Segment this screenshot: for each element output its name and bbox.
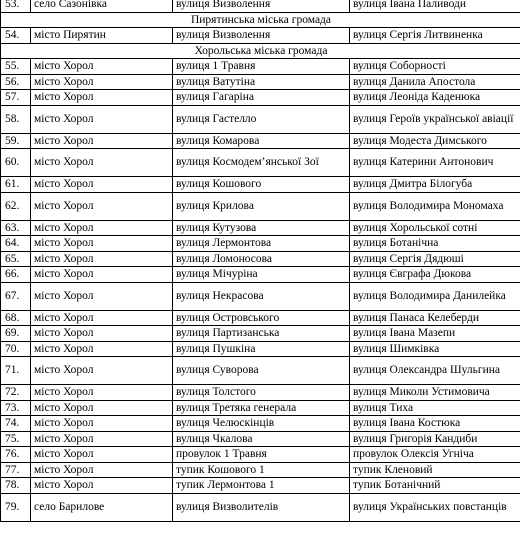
section-header-row (1, 43, 520, 59)
new-street-name-cell: вулиця Сергія Литвиненка (350, 28, 520, 44)
table-row (1, 416, 520, 432)
table-row (1, 149, 520, 177)
row-number: 59. (1, 133, 31, 149)
old-street-name-cell: тупик Кошового 1 (173, 462, 350, 478)
table-row (1, 326, 520, 342)
row-number: 62. (1, 192, 31, 220)
table-row (1, 28, 520, 44)
new-street-name-cell: тупик Кленовий (350, 462, 520, 478)
row-number: 58. (1, 105, 31, 133)
settlement-cell: місто Хорол (31, 478, 173, 494)
row-number: 69. (1, 326, 31, 342)
row-number: 79. (1, 493, 31, 521)
new-street-name-cell: вулиця Леоніда Каденюка (350, 90, 520, 106)
old-street-name-cell: вулиця Некрасова (173, 282, 350, 310)
old-street-name-cell: вулиця Визволення (173, 0, 350, 12)
section-title: Пирятинська міська громада (1, 12, 520, 28)
row-number: 68. (1, 310, 31, 326)
row-number: 73. (1, 400, 31, 416)
old-street-name-cell: тупик Лермонтова 1 (173, 478, 350, 494)
new-street-name-cell: вулиця Івана Костюка (350, 416, 520, 432)
table-row (1, 74, 520, 90)
new-street-name-cell: вулиця Катерини Антонович (350, 149, 520, 177)
settlement-cell: місто Хорол (31, 236, 173, 252)
row-number: 56. (1, 74, 31, 90)
settlement-cell: місто Хорол (31, 282, 173, 310)
settlement-cell: місто Хорол (31, 220, 173, 236)
table-row (1, 251, 520, 267)
old-street-name-cell: вулиця Космодем’янської Зої (173, 149, 350, 177)
old-street-name-cell: вулиця Кутузова (173, 220, 350, 236)
row-number: 65. (1, 251, 31, 267)
new-street-name-cell: вулиця Володимира Данилейка (350, 282, 520, 310)
old-street-name-cell: вулиця Лермонтова (173, 236, 350, 252)
old-street-name-cell: вулиця Гагаріна (173, 90, 350, 106)
old-street-name-cell: вулиця Комарова (173, 133, 350, 149)
section-header-row (1, 12, 520, 28)
settlement-cell: село Сазонівка (31, 0, 173, 12)
table-row (1, 105, 520, 133)
table-row (1, 267, 520, 283)
settlement-cell: місто Хорол (31, 267, 173, 283)
table-row (1, 90, 520, 106)
new-street-name-cell: вулиця Українських повстанців (350, 493, 520, 521)
old-street-name-cell: вулиця Крилова (173, 192, 350, 220)
new-street-name-cell: вулиця Модеста Димського (350, 133, 520, 149)
table-row (1, 177, 520, 193)
table-row (1, 59, 520, 75)
new-street-name-cell: вулиця Григорія Кандиби (350, 431, 520, 447)
new-street-name-cell: вулиця Івана Мазепи (350, 326, 520, 342)
settlement-cell: місто Хорол (31, 462, 173, 478)
row-number: 70. (1, 341, 31, 357)
table-row (1, 447, 520, 463)
settlement-cell: місто Хорол (31, 74, 173, 90)
old-street-name-cell: вулиця Чкалова (173, 431, 350, 447)
settlement-cell: місто Хорол (31, 90, 173, 106)
row-number: 54. (1, 28, 31, 44)
old-street-name-cell: вулиця Челюскінців (173, 416, 350, 432)
new-street-name-cell: вулиця Шимківка (350, 341, 520, 357)
old-street-name-cell: вулиця Партизанська (173, 326, 350, 342)
settlement-cell: місто Хорол (31, 357, 173, 385)
table-row (1, 478, 520, 494)
table-row (1, 462, 520, 478)
old-street-name-cell: вулиця Визволення (173, 28, 350, 44)
settlement-cell: місто Хорол (31, 385, 173, 401)
old-street-name-cell: вулиця Островського (173, 310, 350, 326)
table-row (1, 310, 520, 326)
settlement-cell: місто Хорол (31, 326, 173, 342)
row-number: 55. (1, 59, 31, 75)
settlement-cell: місто Хорол (31, 177, 173, 193)
row-number: 78. (1, 478, 31, 494)
old-street-name-cell: вулиця Визволителів (173, 493, 350, 521)
settlement-cell: місто Хорол (31, 400, 173, 416)
new-street-name-cell: вулиця Сергія Дядюші (350, 251, 520, 267)
row-number: 57. (1, 90, 31, 106)
table-row (1, 431, 520, 447)
section-title: Хорольська міська громада (1, 43, 520, 59)
old-street-name-cell: вулиця Гастелло (173, 105, 350, 133)
old-street-name-cell: вулиця Пушкіна (173, 341, 350, 357)
old-street-name-cell: вулиця Третяка генерала (173, 400, 350, 416)
old-street-name-cell: вулиця 1 Травня (173, 59, 350, 75)
new-street-name-cell: вулиця Ботанічна (350, 236, 520, 252)
table-row (1, 133, 520, 149)
settlement-cell: місто Хорол (31, 133, 173, 149)
table-row (1, 400, 520, 416)
new-street-name-cell: вулиця Данила Апостола (350, 74, 520, 90)
settlement-cell: місто Хорол (31, 149, 173, 177)
settlement-cell: місто Хорол (31, 105, 173, 133)
old-street-name-cell: вулиця Ломоносова (173, 251, 350, 267)
settlement-cell: місто Пирятин (31, 28, 173, 44)
new-street-name-cell: провулок Олексія Угнiча (350, 447, 520, 463)
row-number: 71. (1, 357, 31, 385)
new-street-name-cell: вулиця Героїв української авіації (350, 105, 520, 133)
table-row (1, 493, 520, 521)
new-street-name-cell: вулиця Миколи Устимовича (350, 385, 520, 401)
new-street-name-cell: вулиця Івана Паливоди (350, 0, 520, 12)
row-number: 75. (1, 431, 31, 447)
table-row (1, 192, 520, 220)
settlement-cell: місто Хорол (31, 251, 173, 267)
table-row (1, 236, 520, 252)
table-row (1, 357, 520, 385)
row-number: 60. (1, 149, 31, 177)
new-street-name-cell: тупик Ботанічний (350, 478, 520, 494)
old-street-name-cell: провулок 1 Травня (173, 447, 350, 463)
row-number: 53. (1, 0, 31, 12)
row-number: 67. (1, 282, 31, 310)
settlement-cell: місто Хорол (31, 416, 173, 432)
table-row (1, 385, 520, 401)
new-street-name-cell: вулиця Дмитра Білогуба (350, 177, 520, 193)
new-street-name-cell: вулиця Хорольської сотні (350, 220, 520, 236)
new-street-name-cell: вулиця Соборності (350, 59, 520, 75)
new-street-name-cell: вулиця Панаса Келеберди (350, 310, 520, 326)
new-street-name-cell: вулиця Володимира Мономаха (350, 192, 520, 220)
settlement-cell: місто Хорол (31, 447, 173, 463)
new-street-name-cell: вулиця Євграфа Дюкова (350, 267, 520, 283)
row-number: 72. (1, 385, 31, 401)
row-number: 64. (1, 236, 31, 252)
table-row (1, 282, 520, 310)
old-street-name-cell: вулиця Суворова (173, 357, 350, 385)
row-number: 77. (1, 462, 31, 478)
old-street-name-cell: вулиця Кошового (173, 177, 350, 193)
settlement-cell: місто Хорол (31, 341, 173, 357)
row-number: 63. (1, 220, 31, 236)
settlement-cell: місто Хорол (31, 310, 173, 326)
table-row (1, 341, 520, 357)
settlement-cell: місто Хорол (31, 431, 173, 447)
table-body (1, 0, 520, 521)
table-row (1, 0, 520, 12)
table-row (1, 220, 520, 236)
settlement-cell: село Барилове (31, 493, 173, 521)
row-number: 76. (1, 447, 31, 463)
row-number: 74. (1, 416, 31, 432)
old-street-name-cell: вулиця Мічуріна (173, 267, 350, 283)
old-street-name-cell: вулиця Толстого (173, 385, 350, 401)
row-number: 66. (1, 267, 31, 283)
new-street-name-cell: вулиця Тиха (350, 400, 520, 416)
old-street-name-cell: вулиця Ватутіна (173, 74, 350, 90)
settlement-cell: місто Хорол (31, 59, 173, 75)
new-street-name-cell: вулиця Олександра Шульгина (350, 357, 520, 385)
settlement-cell: місто Хорол (31, 192, 173, 220)
row-number: 61. (1, 177, 31, 193)
